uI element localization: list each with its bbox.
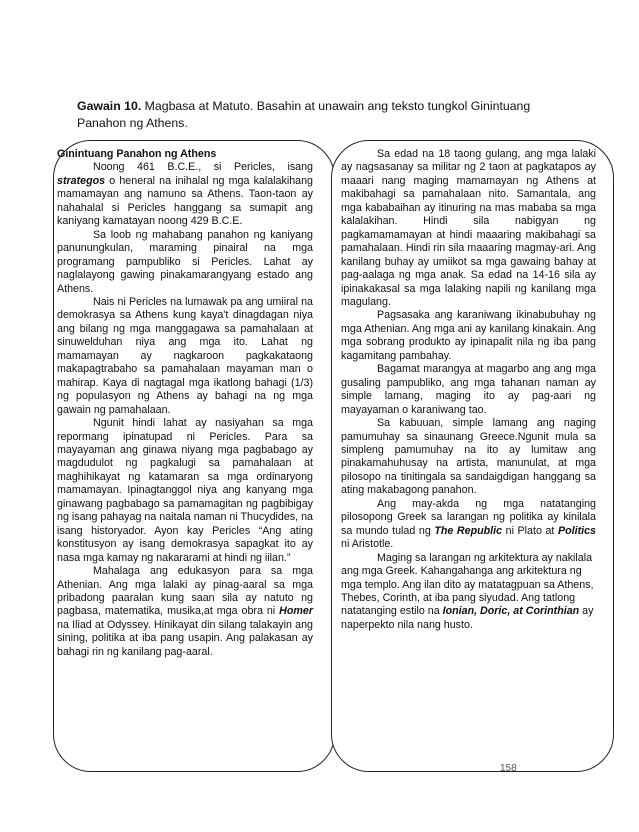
right-p6-text-a: Maging sa larangan ng arkitektura ay nakilala ang mga Greek. Kahangahanga ang arkitektura ng mga templo. Ang ilan dito ay matatagpuan sa Athens, Thebes, Corinth, at iba pang siyudad. Ang tatlong natatanging estilo na xyxy=(341,551,594,618)
right-p5-text-c: ni Aristotle. xyxy=(341,538,394,551)
activity-instruction xyxy=(77,98,577,132)
right-paragraph-5 xyxy=(341,498,596,552)
right-p6-text-b: ay naperpekto nila nang husto. xyxy=(341,605,594,631)
right-paragraph-4: Sa kabuuan, simple lamang ang naging pamumuhay sa sinaunang Greece.Ngunit mula sa simpleng pamumuhay na ito ay lumitaw ang pinakamahuhusay na artista, manunulat, at mga pilosopo na tinitingala sa sandaigdigan hanggang sa ating makabagong panahon. xyxy=(341,417,596,497)
left-p1-text-a: Noong 461 B.C.E., si Pericles, isang xyxy=(93,161,313,174)
right-paragraph-1: Sa edad na 18 taong gulang, ang mga lalaki ay nagsasanay sa militar ng 2 taon at pagkatapos ay maaari nang maging mamamayan ng Athens at makibahagi sa pamahalaan nito. Samantala, ang mga kababaihan ay itinuring na mas mababa sa mga kalalakihan. Hindi sila nabigyan ng pagkamamamayan at hindi maaaring makibahagi sa pamahalaan. Hindi rin sila maaaring magmay-ari. Ang kanilang buhay ay umiikot sa mga gawaing bahay at pag-aalaga ng mga anak. Sa edad na 14-16 sila ay ipinakakasal sa mga lalaking napili ng kanilang mga magulang. xyxy=(341,148,596,308)
left-paragraph-1 xyxy=(57,161,313,228)
architecture-styles-term: Ionian, Doric, at Corinthian xyxy=(442,605,580,618)
left-p1-text-b: o heneral na inihalal ng mga kalalakihang mamamayan ang namuno sa Athens. Taon-taon ay nahahalal si Pericles hanggang sa sumapit ang kaniyang kamatayan noong 429 B.C.E. xyxy=(57,174,313,228)
right-paragraph-3: Bagamat marangya at magarbo ang ang mga gusaling pampubliko, ang mga tahanan naman ay simple lamang, maging ito ay pag-aari ng mayayaman o karaniwang tao. xyxy=(341,363,596,416)
right-paragraph-2: Pagsasaka ang karaniwang ikinabubuhay ng mga Athenian. Ang mga ani ay kanilang kinakain. Ang mga sobrang produkto ay ipinapalit nila ng iba pang kagamitang pambahay. xyxy=(341,309,596,362)
left-paragraph-5 xyxy=(57,565,313,659)
left-p5-text-b: na Iliad at Odyssey. Hinikayat din silang talakayin ang sining, politika at iba pang usapin. Ang palakasan ay bahagi rin ng kanilang pag-aaral. xyxy=(57,618,313,658)
left-paragraph-3: Nais ni Pericles na lumawak pa ang umiiral na demokrasya sa Athens kung kaya't dinagdagan niya ang bilang ng mga manggagawa sa pamahalaan at sinuwelduhan niya ang mga ito. Lahat ng mamamayan ay nagkaroon pagkakataong makapagtrabaho sa pamahalaan mayaman man o mahirap. Kaya di nagtagal mga ikatlong bahagi (1/3) ng populasyon ng Athens ay bahagi na ng mga gawain ng pamahalaan. xyxy=(57,295,313,416)
right-p5-text-a: Ang may-akda ng mga natatanging pilosopong Greek sa larangan ng politika ay kinilala sa mundo tulad ng xyxy=(341,497,596,537)
right-column-text xyxy=(341,148,596,632)
activity-label: Gawain 10. xyxy=(77,99,142,113)
republic-term: The Republic xyxy=(434,524,503,537)
right-paragraph-6 xyxy=(341,552,596,633)
politics-term: Politics xyxy=(557,524,596,537)
homer-term: Homer xyxy=(279,605,313,618)
left-column-text xyxy=(57,148,313,659)
page-number: 158 xyxy=(500,763,517,774)
article-title: Ginintuang Panahon ng Athens xyxy=(57,148,217,160)
strategos-term: strategos xyxy=(57,174,106,187)
left-paragraph-4: Ngunit hindi lahat ay nasiyahan sa mga repormang ipinatupad ni Pericles. Para sa mayayaman ang ginawa niyang mga pagbabago ay magdudulot ng pagkalugi sa pamahalaan at maghihikayat ng katamaran sa mga ordinaryong mamamayan. Ipinagtanggol niya ang kanyang mga ginawang pagbabago sa pamamagitan ng pagbibigay ng isang pahayag na naitala naman ni Thucydides, na isang historyador. Ayon kay Pericles “Ang ating konstitusyon ay isang demokrasya sapagkat ito ay nasa mga kamay ng nakararami at hindi ng iilan.” xyxy=(57,417,313,564)
activity-instruction-text: Magbasa at Matuto. Basahin at unawain ang teksto tungkol Ginintuang Panahon ng Athens. xyxy=(77,99,531,130)
right-p5-text-b: ni Plato at xyxy=(502,524,558,537)
left-paragraph-2: Sa loob ng mahabang panahon ng kaniyang panunungkulan, maraming pinairal na mga programang pampubliko si Pericles. Lahat ay naglalayong gawing pinakamarangyang estado ang Athens. xyxy=(57,228,313,295)
left-p5-text-a: Mahalaga ang edukasyon para sa mga Athenian. Ang mga lalaki ay pinag-aaral sa mga pribadong paaralan kung saan sila ay natuto ng pagbasa, matematika, musika,at mga obra ni xyxy=(57,565,313,618)
